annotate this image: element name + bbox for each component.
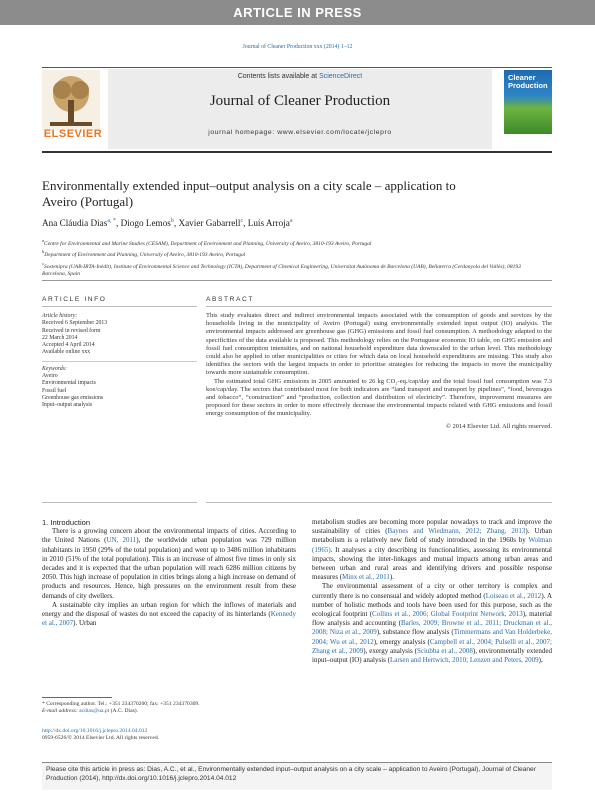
author-name[interactable]: Ana Cláudia Dias	[42, 218, 108, 229]
article-info	[42, 313, 197, 410]
info-bottom-rule	[42, 502, 197, 503]
abstract-copyright: © 2014 Elsevier Ltd. All rights reserved.	[445, 422, 552, 430]
journal-title: Journal of Cleaner Production	[209, 93, 391, 109]
email-line	[42, 708, 296, 715]
text-run: ), environmentally extended input–output (IO) analysis (	[312, 646, 552, 665]
affiliation-item	[42, 260, 542, 279]
affiliation-item	[42, 237, 542, 248]
journal-cover-image	[504, 70, 552, 134]
history-item: Received 6 September 2013	[42, 320, 108, 327]
reference-link[interactable]: Kennedy et al., 2007	[42, 610, 296, 628]
contents-prefix: Contents lists available at	[237, 73, 320, 80]
author-sup[interactable]: a	[289, 218, 293, 224]
contents-line	[108, 73, 492, 80]
history-item: Received in revised form	[42, 327, 101, 334]
reference-link[interactable]: Campbell et al., 2004; Pulselli et al., 2007; Zhang et al., 2009	[312, 637, 553, 655]
issn-line: 0959-6526/© 2014 Elsevier Ltd. All rights reserved.	[42, 735, 160, 742]
body-column-right	[312, 518, 552, 665]
keyword: Fossil fuel	[42, 387, 67, 394]
text-run: ). Urban metabolism is a relatively new field of study introduced in the 1960s by	[312, 527, 552, 545]
history-item: 22 March 2014	[42, 334, 78, 341]
sciencedirect-link[interactable]: ScienceDirect	[319, 73, 363, 80]
reference-link[interactable]: Timmermans and Van Holderbeke, 2004; Wu et al., 2012	[312, 628, 552, 646]
text-run: ), emergy analysis (	[373, 637, 430, 646]
author-name[interactable]: Xavier Gabarrell	[178, 218, 241, 229]
article-title: Environmentally extended input–output analysis on a city scale – application to Aveiro (Portugal)	[42, 178, 456, 209]
author-sup[interactable]: c	[240, 218, 244, 224]
email-suffix: (A.C. Dias).	[109, 708, 139, 715]
info-divider	[42, 361, 197, 362]
footnote	[42, 701, 296, 716]
affiliation-text: Department of Environment and Planning, University of Aveiro, 3810-193 Aveiro, Portugal	[44, 252, 246, 259]
history-label: Article history:	[42, 313, 78, 319]
header-rule	[42, 151, 552, 153]
corresponding-author: * Corresponding author. Tel.: +351 234370200; fax: +351 234370309.	[42, 701, 200, 707]
affiliation-sup: b	[42, 249, 45, 255]
email-link[interactable]: acdias@ua.pt	[79, 708, 110, 715]
author-list: Ana Cláudia Dias$^{a, *}$, Diogo Lemos$^b$, Xavier Gabarrell$^c$, Luís Arroja$^a$	[42, 218, 293, 229]
author-sup[interactable]: b	[170, 218, 174, 224]
affiliation-sup: c	[42, 260, 45, 266]
journal-homepage[interactable]: journal homepage: www.elsevier.com/locate/jclepro	[208, 129, 392, 136]
body-paragraph	[42, 601, 296, 629]
text-run: ). Urban	[73, 619, 97, 628]
keyword: Greenhouse gas emissions	[42, 394, 104, 401]
email-label: E-mail address:	[42, 708, 80, 715]
keyword: Input–output analysis	[42, 402, 93, 409]
author-name[interactable]: Luís Arroja	[247, 218, 290, 229]
section-heading: 1. Introduction	[42, 518, 91, 527]
text-run: . It analyses a city describing its functionalities, assessing its environmental impacts, showing the inter-linkages and mutual impacts among urban areas and between urban and rural areas and identifying drivers and possible response measures (	[312, 545, 552, 582]
reference-link[interactable]: Minx et al., 2011	[342, 573, 390, 582]
elsevier-tree-logo	[42, 70, 100, 130]
keyword: Aveiro	[42, 373, 58, 380]
text-run: ).	[389, 573, 394, 582]
affiliation-sup: a	[42, 238, 45, 243]
history-item: Available online xxx	[42, 349, 91, 356]
text-run: metabolism studies are becoming more popular nowadays to track and improve the sustainability of cities (	[312, 518, 552, 536]
body-column-left	[42, 518, 296, 628]
cite-this-article-box: Please cite this article in press as: Dias, A.C., et al., Environmentally extended input–output analysis on a city scale – application to Aveiro (Portugal), Journal of Cleaner Production (2014), http://dx.doi.org/10.1016/j.jclepro.2014.04.012	[42, 762, 552, 790]
article-in-press-banner: ARTICLE IN PRESS	[0, 0, 595, 25]
cover-text: Cleaner Production	[508, 73, 548, 90]
reference-link[interactable]: Wolman (1965)	[312, 536, 552, 554]
reference-link[interactable]: Barles, 2009; Browne et al., 2011; Druckman et al., 2008; Niza et al., 2009	[312, 619, 552, 637]
text-run: The environmental assessment of a city or other territory is complex and currently there is no consensual and widely adopted method (	[312, 582, 552, 600]
article-info-heading: ARTICLE INFO	[42, 296, 107, 303]
abstract-paragraph: The estimated total GHG emissions in 2005 amounted to 26 kg CO₂-eq./cap/day and the total fossil fuel consumption was 7.3 koe/cap/day. The sectors that contributed most for both indicators are “land transport and transport by pipelines”, “food, beverages and tobacco”, “construction” and “production, collection and distribution of electricity”. Therefore, improvement measures are proposed for these sectors in order to more effectively decrease the environmental impacts related with GHG emissions and fossil energy consumption of the municipality.	[206, 377, 552, 418]
text-run: There is a growing concern about the environmental impacts of cities. According to the United Nations (	[42, 527, 296, 545]
reference-link[interactable]: Baynes and Wiedmann, 2012; Zhang, 2013	[387, 527, 526, 536]
body-paragraph	[42, 527, 296, 601]
text-run: A sustainable city implies an urban region for which the inflows of materials and energy and the disposal of wastes do not exceed the capacity of its hinterlands (	[42, 600, 296, 619]
affiliation-text: Sostenipra (UAB-IRTA-Inèdit), Institute of Environmental Science and Technology (ICTA), Department of Chemical Engineering, Universitat Autònoma de Barcelona (UAB), Bellaterra (Cerdanyola del Vallès), 08193 Barcelona, Spain	[42, 263, 521, 278]
abstract-heading: ABSTRACT	[206, 296, 254, 303]
affiliations	[42, 237, 542, 279]
article-info-rule	[42, 306, 197, 307]
reference-link[interactable]: Larsen and Hertwich, 2010; Lenzen and Peters, 2009	[389, 656, 539, 665]
reference-link[interactable]: UN, 2011	[106, 536, 137, 545]
abstract-bottom-rule	[206, 502, 552, 503]
text-run: ), material flow analysis and accounting (	[312, 610, 553, 628]
top-rule	[42, 67, 552, 68]
text-run: ), substance flow analysis (	[376, 628, 454, 637]
journal-citation[interactable]: Journal of Cleaner Production xxx (2014) 1–12	[242, 44, 353, 50]
keyword: Environmental impacts	[42, 380, 96, 387]
history-item: Accepted 4 April 2014	[42, 342, 95, 349]
text-run: ), the worldwide urban population was 729 million inhabitants in 1950 (29% of the total population) and went up to 3486 million inhabitants in 2010 (51% of the total population). This is an increase of almost five times in only six decades and it is expected that the urban population will reach 6286 million citizens by 2050. This high increase of population in cities brings along a high increase on demand of products and resources. Hence, high pressures on the environment result from these demands of city dwellers.	[42, 536, 297, 600]
body-paragraph	[312, 518, 552, 582]
abstract-body	[206, 312, 552, 431]
title-separator	[42, 280, 552, 281]
reference-link[interactable]: Collins et al., 2006; Global Footprint Network, 2013	[372, 610, 523, 619]
text-run: ),	[538, 656, 543, 665]
text-run: ), exergy analysis (	[363, 646, 417, 655]
author-sup[interactable]: a, *	[107, 218, 116, 224]
body-paragraph	[312, 582, 552, 665]
reference-link[interactable]: Loiseau et al., 2012	[485, 591, 542, 600]
affiliation-text: Centre for Environmental and Marine Studies (CESAM), Department of Environment and Planning, University of Aveiro, 3810-193 Aveiro, Portugal	[44, 240, 372, 247]
reference-link[interactable]: Sciubba et al., 2008	[416, 646, 473, 655]
publisher-name[interactable]: ELSEVIER	[43, 128, 103, 140]
doi-link[interactable]: http://dx.doi.org/10.1016/j.jclepro.2014.04.012	[42, 728, 148, 734]
footnote-rule	[42, 697, 112, 698]
abstract-paragraph: This study evaluates direct and indirect environmental impacts associated with the consumption of goods and services by the households living in the municipality of Aveiro (Portugal) using environmentally extended input output (IO) analysis. The environmental impacts addressed are greenhouse gas (GHG) emissions and fossil fuel consumption. A methodology adapted to the specificities of the data available is proposed. This methodology relies on the Portuguese economic IO table, on GHG emission and fossil fuel consumption intensities, and on national household expenditure data downscaled to the urban level. This methodology could also be applied to other municipalities or cities for which data on local household expenditures are missing. This study also identifies the sectors with the largest impacts in order to prioritise strategies for reducing the impacts to move the municipality towards more sustainable consumption.	[206, 312, 552, 377]
text-run: ). A number of holistic methods and tools have been used for this purpose, such as the ecological footprint (	[312, 591, 552, 619]
keywords-label: Keywords:	[42, 365, 67, 372]
author-name[interactable]: Diogo Lemos	[120, 218, 171, 229]
abstract-rule	[206, 306, 552, 307]
doi-block	[42, 728, 296, 743]
affiliation-item	[42, 248, 542, 259]
